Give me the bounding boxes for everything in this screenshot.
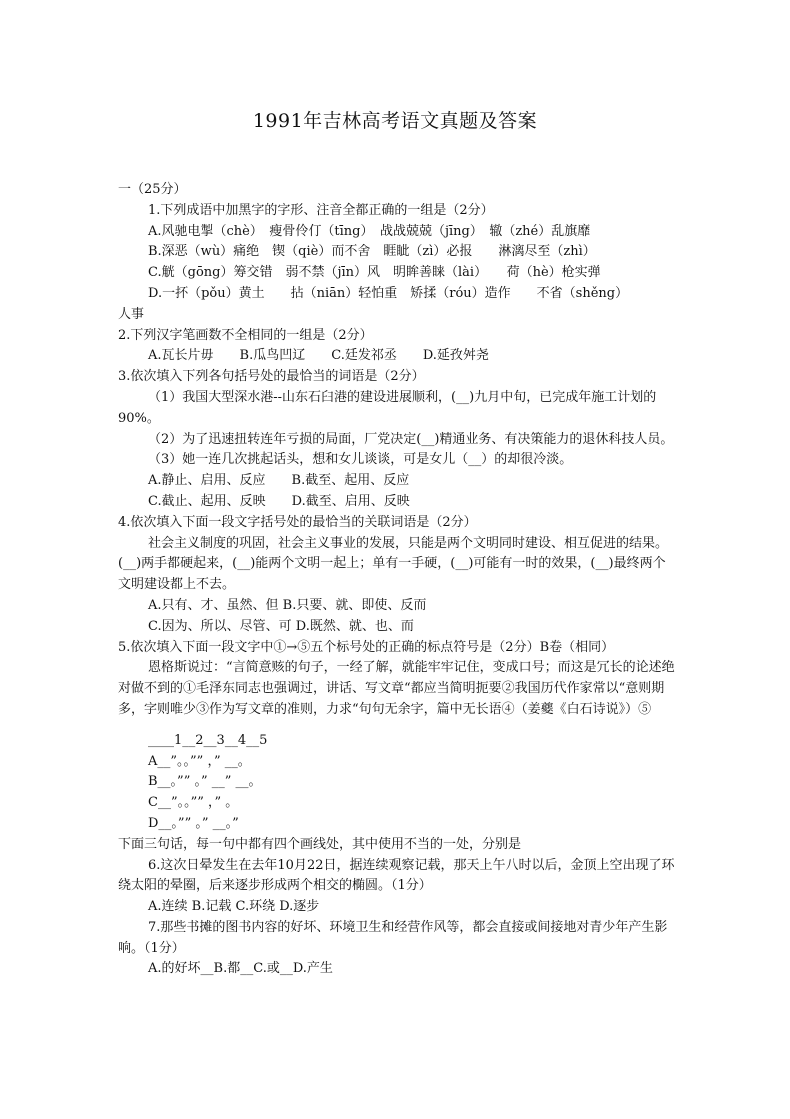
question-7: 7.那些书摊的图书内容的好坏、环境卫生和经营作风等，都会直接或间接地对青少年产生影响。（1分） (118, 919, 668, 956)
question-3-options-ab: A.静止、启用、反应 B.截至、起用、反应 (148, 473, 410, 489)
question-6: 6.这次日晕发生在去年10月22日，据连续观察记载，那天上午八时以后，金顶上空出现了环绕太阳的晕圈，后来逐步形成两个相交的椭圆。（1分） (118, 857, 675, 894)
question-7-options: A.的好坏__B.都__C.或__D.产生 (148, 961, 333, 977)
question-4-options-cd: C.因为、所以、尽管、可 D.既然、就、也、而 (148, 618, 414, 634)
question-5-option-b: B__。”” 。” __” __。 (148, 774, 262, 790)
question-6-options: A.连续 B.记载 C.环绕 D.逐步 (148, 899, 320, 915)
option-d-continued: 人事 (118, 306, 145, 322)
question-1: 1.下列成语中加黑字的字形、注音全都正确的一组是（2分） (148, 202, 494, 218)
section-instruction: 下面三句话，每一句中都有四个画线处，其中使用不当的一处，分别是 (118, 836, 522, 852)
question-5-option-a: A__”。。”” ，” __。 (148, 753, 251, 769)
option-c: C.觥（gōng）筹交错 弱不禁（jīn）风 明眸善睐（lài） 荷（hè）枪实弹 (148, 265, 601, 281)
question-3-options-cd: C.截止、起用、反映 D.截至、启用、反映 (148, 493, 410, 509)
page-title: 1991年吉林高考语文真题及答案 (252, 110, 538, 132)
question-4-passage: 社会主义制度的巩固，社会主义事业的发展，只能是两个文明同时建设、相互促进的结果。(__)两手都硬起来，(__)能两个文明一起上；单有一手硬，(__)可能有一时的效果，(__)最终两个文明建设都上不去。 (118, 535, 669, 593)
document-body (118, 180, 678, 980)
question-5-header: ____1__2__3__4__5 (148, 732, 268, 748)
question-5-option-c: C__”。。”” ，” 。 (148, 795, 239, 811)
question-5: 5.依次填入下面一段文字中①→⑤五个标号处的正确的标点符号是（2分）B卷（相同） (118, 639, 615, 655)
option-d: D.一抔（pǒu）黄土 拈（niān）轻怕重 矫揉（róu）造作 不省（shěng） (148, 285, 629, 301)
question-3-sentence-1: （1）我国大型深水港--山东石臼港的建设进展顺利，(__)九月中旬，已完成年施工计划的90%。 (118, 389, 657, 426)
question-2: 2.下列汉字笔画数不全相同的一组是（2分） (118, 327, 373, 343)
question-5-option-d: D__。”” 。” __。” (148, 815, 239, 831)
question-3-sentence-2: （2）为了迅速扭转连年亏损的局面，厂党决定(__)精通业务、有决策能力的退休科技人员。 (148, 431, 674, 447)
option-a: A.风驰电掣（chè） 瘦骨伶仃（tīng） 战战兢兢（jīng） 辙（zhé）乱旗靡 (148, 223, 591, 239)
question-4: 4.依次填入下面一段文字括号处的最恰当的关联词语是（2分） (118, 514, 477, 530)
section-heading: 一（25分） (118, 182, 187, 197)
option-b: B.深恶（wù）痛绝 锲（qiè）而不舍 睚眦（zì）必报 淋漓尽至（zhì） (148, 244, 596, 260)
question-3: 3.依次填入下列各句括号处的最恰当的词语是（2分） (118, 369, 425, 385)
question-5-passage: 恩格斯说过：“言简意赅的句子，一经了解，就能牢牢记住，变成口号；而这是冗长的论述绝对做不到的①毛泽东同志也强调过，讲话、写文章“都应当简明扼要②我国历代作家常以“意则期多，字则唯少③作为写文章的准则，力求“句句无余字，篇中无长语④（姜夔《白石诗说》）⑤ (118, 660, 675, 717)
question-2-options: A.瓦长片毋 B.瓜鸟凹辽 C.廷发祁丞 D.延孜舛尧 (148, 348, 489, 364)
question-3-sentence-3: （3）她一连几次挑起话头，想和女儿谈谈，可是女儿（__）的却很冷淡。 (148, 452, 573, 468)
question-4-options-ab: A.只有、才、虽然、但 B.只要、就、即使、反而 (148, 597, 427, 613)
